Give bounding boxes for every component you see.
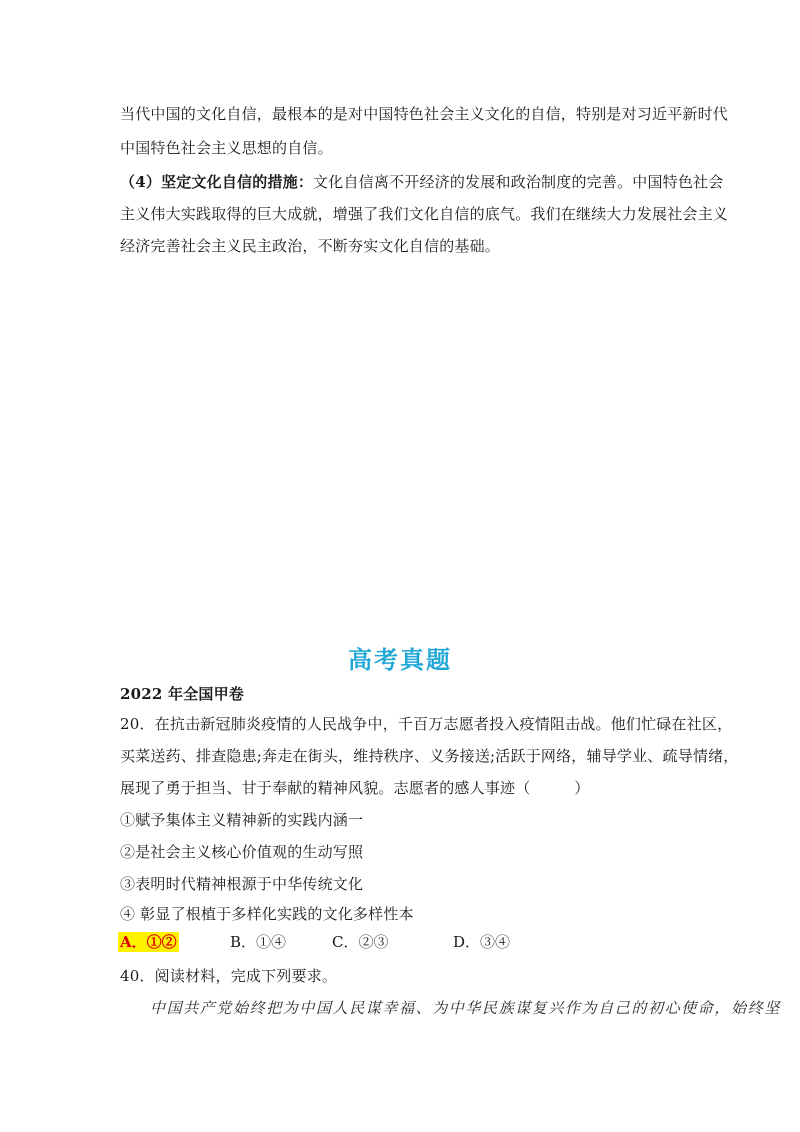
q20-item-1: ①赋予集体主义精神新的实践内涵一 (120, 811, 364, 829)
passage-line-2: 中国特色社会主义思想的自信。 (120, 139, 333, 157)
q20-item-2: ②是社会主义核心价值观的生动写照 (120, 843, 364, 861)
q20-item-3: ③表明时代精神根源于中华传统文化 (120, 875, 364, 893)
measures-text: 文化自信离不开经济的发展和政治制度的完善。中国特色社会 (313, 173, 724, 191)
q40-material-line-1: 中国共产党始终把为中国人民谋幸福、为中华民族谋复兴作为自己的初心使命，始终坚 (150, 999, 781, 1017)
q20-stem-close: ） (574, 779, 590, 797)
q20-stem-line-2: 买菜送药、排查隐患;奔走在街头，维持秩序、义务接送;活跃于网络，辅导学业、疏导情绪， (120, 747, 739, 765)
option-b: B．①④ (230, 933, 287, 951)
passage-line-5: 经济完善社会主义民主政治，不断夯实文化自信的基础。 (120, 237, 501, 255)
passage-line-1: 当代中国的文化自信，最根本的是对中国特色社会主义文化的自信，特别是对习近平新时代 (120, 105, 729, 123)
exam-label: 2022 年全国甲卷 (120, 685, 244, 703)
option-a-highlighted: A．①② (120, 933, 177, 951)
passage-line-4: 主义伟大实践取得的巨大成就，增强了我们文化自信的底气。我们在继续大力发展社会主义 (120, 205, 729, 223)
q40-stem: 40．阅读材料，完成下列要求。 (120, 967, 338, 985)
q20-stem-line-3 (120, 778, 590, 798)
q20-stem-text: 展现了勇于担当、甘于奉献的精神风貌。志愿者的感人事迹（ (120, 779, 531, 797)
passage-line-3 (120, 172, 723, 192)
option-c: C．②③ (332, 933, 389, 951)
measures-heading: （4）坚定文化自信的措施： (120, 173, 314, 191)
q20-stem-line-1: 20．在抗击新冠肺炎疫情的人民战争中，千百万志愿者投入疫情阻击战。他们忙碌在社区， (120, 715, 733, 733)
option-d: D．③④ (453, 933, 511, 951)
section-title: 高考真题 (348, 646, 452, 674)
q20-item-4: ④ 彰显了根植于多样化实践的文化多样性本 (120, 905, 414, 923)
